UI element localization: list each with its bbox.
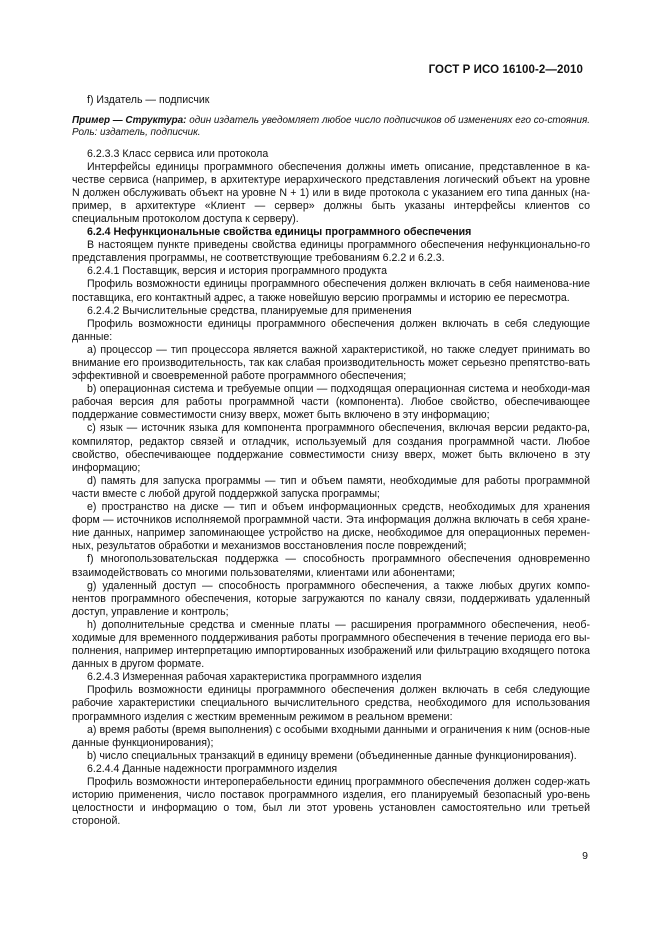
example-lead: Пример — Структура: [72, 115, 187, 127]
list-item-c: c) язык — источник языка для компонента программного обеспечения, включая версии редакто-ра, компилятор, редактор связей и отладчик, используемый для создания программной части. Любое свойство, обеспечивающее поддержание совместимости снизу вверх, может быть включено в эту информацию; [72, 422, 590, 474]
paragraph-publisher-subscriber: f) Издатель — подписчик [87, 94, 210, 106]
paragraph: Профиль возможности единицы программного обеспечения должен включать в себя наименова-ние поставщика, его контактный адрес, а также новейшую версию программы и историю ее пересмотра. [72, 278, 590, 304]
page-number: 9 [582, 850, 588, 862]
list-item-b2: b) число специальных транзакций в единицу времени (объединенные данные функционирования). [87, 749, 577, 762]
list-item-h: h) дополнительные средства и сменные платы — расширения программного обеспечения, необ-ходимые для временного поддерживания работы программного обеспечения в течение периода его вы-полнения, например интерпретацию импортированных изображений или фильтрацию входящего потока данных в другом формате. [72, 618, 590, 671]
example-note [72, 115, 590, 139]
standard-header: ГОСТ Р ИСО 16100-2—2010 [428, 64, 583, 76]
list-item-d: d) память для запуска программы — тип и объем памяти, необходимые для работы программной части вместе с любой другой поддержкой запуска программы; [72, 474, 590, 500]
paragraph: Профиль возможности единицы программного обеспечения должен включать в себя следующие рабочие характеристики специального вычислительного средства, необходимого для использования программного изделия с жестким временным режимом в реальном времени: [72, 684, 590, 723]
list-item-f: f) многопользовательская поддержка — способность программного обеспечения одновременно взаимодействовать со многими пользователями, клиентами или абонентами; [72, 553, 590, 579]
example-text: один издатель уведомляет любое число подписчиков об изменениях его со-стояния. Роль: издатель, подписчик. [72, 115, 590, 139]
section-6-2-4-4-heading: 6.2.4.4 Данные надежности программного изделия [87, 762, 338, 775]
list-item-a: a) процессор — тип процессора является важной характеристикой, но также следует принимать во внимание его производительность, так как слабая производительность может серьезно препятство-вать эффективной и своевременной работе программного обеспечения; [72, 343, 590, 383]
paragraph: Профиль возможности интероперабельности единиц программного обеспечения должен содер-жать историю применения, число поставок программного изделия, его планируемый безопасный уро-вень целостности и информацию о том, был ли этот уровень установлен самостоятельно или третьей стороной. [72, 776, 590, 828]
list-item-b: b) операционная система и требуемые опции — подходящая операционная система и необходи-мая рабочая версия для работы программной части (компонента). Любое свойство, обеспечивающее поддержание совместимости снизу вверх, может быть включено в эту информацию; [72, 383, 590, 422]
list-item-a2: a) время работы (время выполнения) с особыми входными данными и ограничения к ним (основ-ные данные функционирования); [72, 723, 590, 749]
list-item-e: e) пространство на диске — тип и объем информационных средств, необходимых для хранения форм — источников исполняемой программной части. Эта информация должна включать в себя хране-ние данных, например запоминающее устройство на диске, необходимое для операционных перемен-ных, результатов обработки и механизмов восстановления после повреждений; [72, 501, 590, 553]
document-body [72, 94, 590, 828]
paragraph: В настоящем пункте приведены свойства единицы программного обеспечения нефункционально-го представления программы, не соответствующие требованиям 6.2.2 и 6.2.3. [72, 239, 590, 265]
section-6-2-4-2-heading: 6.2.4.2 Вычислительные средства, планируемые для применения [87, 304, 412, 317]
paragraph: Профиль возможности единицы программного обеспечения должен включать в себя следующие данные: [72, 317, 590, 343]
paragraph: Интерфейсы единицы программного обеспечения должны иметь описание, представленное в ка-честве сервиса (например, в архитектуре иерархического представления логический объект на уровне N должен обслуживать объект на уровне N + 1) или в виде протокола с указанием его типа данных (на-пример, в архитектуре «Клиент — сервер» должны быть указаны интерфейсы клиентов со специальным протоколом доступа к серверу). [72, 160, 590, 225]
section-6-2-4-3-heading: 6.2.4.3 Измеренная рабочая характеристика программного изделия [87, 671, 422, 684]
list-item-g: g) удаленный доступ — способность программного обеспечения, а также любых других компо-нентов программного обеспечения, которые загружаются по каналу связи, поддерживать удаленный доступ, управление и контроль; [72, 579, 590, 618]
section-6-2-4-1-heading: 6.2.4.1 Поставщик, версия и история программного продукта [87, 265, 388, 278]
section-6-2-4-heading: 6.2.4 Нефункциональные свойства единицы программного обеспечения [87, 226, 472, 239]
section-6-2-3-3-heading: 6.2.3.3 Класс сервиса или протокола [87, 147, 269, 160]
